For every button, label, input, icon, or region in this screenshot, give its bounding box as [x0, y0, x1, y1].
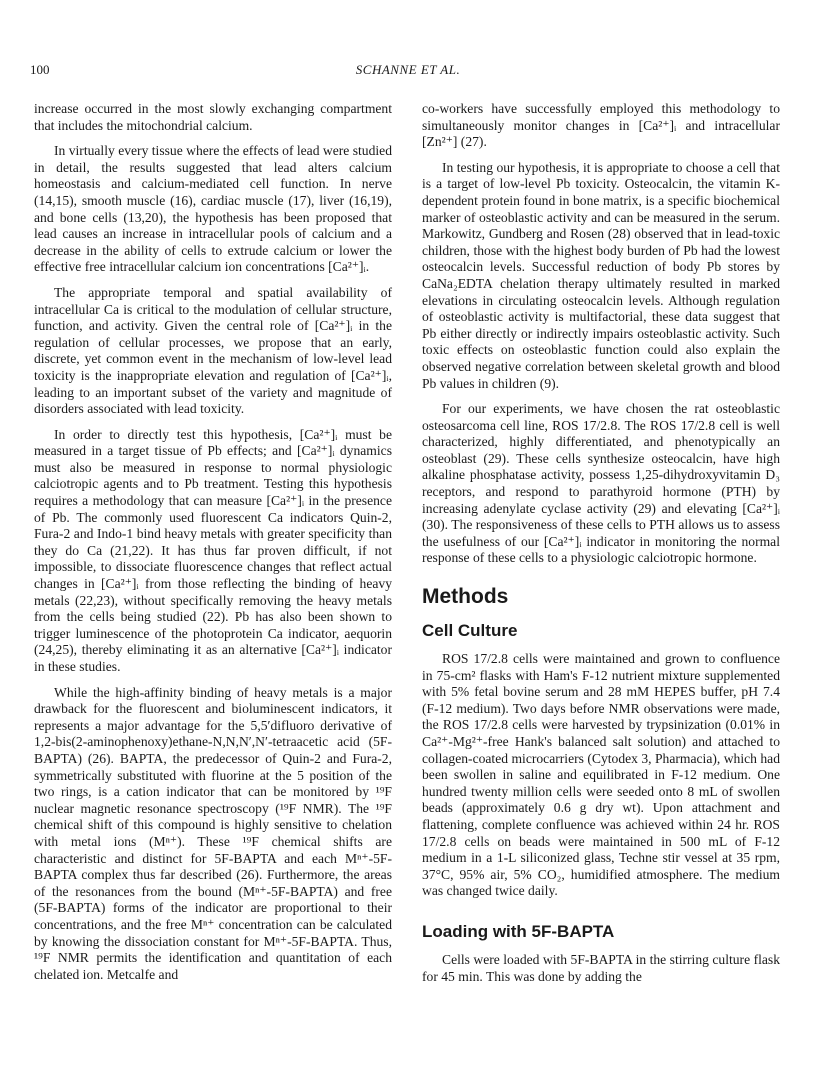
loading-heading: Loading with 5F-BAPTA	[422, 921, 615, 941]
right-column	[422, 101, 780, 985]
paragraph: co-workers have successfully employed this methodology to simultaneously monitor changes in [Ca²⁺]ᵢ and intracellular [Zn²⁺] (27).	[422, 101, 780, 150]
paragraph: increase occurred in the most slowly exchanging compartment that includes the mitochondrial calcium.	[34, 101, 392, 133]
paragraph: The appropriate temporal and spatial availability of intracellular Ca is critical to the modulation of cellular structure, function, and activity. Given the central role of [Ca²⁺]ᵢ in the regulation of cellular processes, we propose that an early, discrete, yet common event in the mechanism of low-level lead toxicity is the inappropriate elevation and regulation of [Ca²⁺]ᵢ, leading to an important subset of the variety and magnitude of disorders associated with lead toxicity.	[34, 284, 392, 417]
paragraph: In virtually every tissue where the effects of lead were studied in detail, the results suggested that lead alters calcium homeostasis and calcium-mediated cell function. In nerve (14,15), smooth muscle (16), cardiac muscle (17), liver (16,19), and bone cells (13,20), the hypothesis has been proposed that lead causes an increase in intracellular pools of calcium and a decrease in the ability of cells to extrude calcium or lower the effective free intracellular calcium ion concentrations [Ca²⁺]ᵢ.	[34, 143, 392, 275]
cell-culture-heading: Cell Culture	[422, 621, 518, 641]
page-number: 100	[30, 62, 50, 77]
paragraph: In order to directly test this hypothesis, [Ca²⁺]ᵢ must be measured in a target tissue of Pb effects; and [Ca²⁺]ᵢ dynamics must also be measured in response to normal physiologic calciotropic agents and to Pb treatment. Testing this hypothesis requires a methodology that can measure [Ca²⁺]ᵢ in the presence of Pb. The commonly used fluorescent Ca indicators Quin-2, Fura-2 and Indo-1 bind heavy metals with greater specificity than they do Ca (21,22). It has thus far proven difficult, if not impossible, to dissociate fluorescence changes that reflect actual changes in [Ca²⁺]ᵢ from those reflecting the binding of heavy metals (22,23), without specifically removing the heavy metals from the cells being studied (22). Pb has also been shown to trigger luminescence of the photoprotein Ca indicator, aequorin (24,25), thereby eliminating it as an alternative [Ca²⁺]ᵢ indicator in these studies.	[34, 426, 392, 674]
methods-heading: Methods	[422, 585, 509, 609]
paragraph: ROS 17/2.8 cells were maintained and grown to confluence in 75-cm² flasks with Ham's F-12 nutrient mixture supplemented with 5% fetal bovine serum and 28 mM HEPES buffer, pH 7.4 (F-12 medium). Two days before NMR observations were made, the ROS 17/2.8 cells were harvested by trypsinization (0.01% in Ca²⁺-Mg²⁺-free Hank's balanced salt solution) and attached to collagen-coated microcarriers (Cytodex 3, Pharmacia), which had been swollen in saline and equilibrated in F-12 medium. One hundred twenty million cells were seeded onto 8 mL of swollen beads (approximately 0.6 g dry wt). Upon attachment and flattening, complete confluence was achieved within 24 hr. ROS 17/2.8 cells on beads were maintained in 500 mL of F-12 medium in a 1-L siliconized glass, Techne stir vessel at 35 rpm, 37°C, 95% air, 5% CO₂, humidified atmosphere. The medium was changed twice daily.	[422, 651, 780, 899]
paragraph: In testing our hypothesis, it is appropriate to choose a cell that is a target of low-level Pb toxicity. Osteocalcin, the vitamin K-dependent protein found in bone matrix, is a specific biochemical marker of osteoblastic activity and can be measured in the serum. Markowitz, Gundberg and Rosen (28) observed that in lead-toxic children, those with the highest body burden of Pb had the lowest osteocalcin levels. Successful reduction of body Pb stores by CaNa₂EDTA chelation therapy ultimately resulted in marked elevations in circulating osteocalcin levels. Although regulation of osteoblastic activity is multifactorial, these data suggest that Pb either directly or indirectly impairs osteoblastic activity. Such toxic effects on osteoblastic function could also explain the observed negative correlation between skeletal growth and blood Pb values in children (9).	[422, 159, 780, 391]
paragraph: While the high-affinity binding of heavy metals is a major drawback for the fluorescent and bioluminescent indicators, it represents a major advantage for the 5,5′difluoro derivative of 1,2-bis(2-aminophenoxy)ethane-N,N,N′,N′-tetraacetic acid (5F-BAPTA) (26). BAPTA, the predecessor of Quin-2 and Fura-2, symmetrically substituted with fluorine at the 5 position of the two rings, is a cation indicator that can be monitored by ¹⁹F nuclear magnetic resonance spectroscopy (¹⁹F NMR). The ¹⁹F chemical shift of this compound is highly sensitive to chelation with metal ions (Mⁿ⁺). These ¹⁹F chemical shifts are characteristic and distinct for 5F-BAPTA and each Mⁿ⁺-5F-BAPTA complex thus far described (26). Furthermore, the areas of the resonances from the bound (Mⁿ⁺-5F-BAPTA) and free (5F-BAPTA) forms of the indicator are proportional to their concentrations, and the free Mⁿ⁺ concentration can be calculated by knowing the dissociation constant for Mⁿ⁺-5F-BAPTA. Thus, ¹⁹F NMR permits the identification and quantitation of each chelated ion. Metcalfe and	[34, 684, 392, 982]
paragraph: Cells were loaded with 5F-BAPTA in the stirring culture flask for 45 min. This was done by adding the	[422, 951, 780, 984]
running-header: SCHANNE ET AL.	[355, 62, 461, 77]
paragraph: For our experiments, we have chosen the rat osteoblastic osteosarcoma cell line, ROS 17/2.8. The ROS 17/2.8 cell is well characterized, highly differentiated, and phenotypically an osteoblast (29). These cells synthesize osteocalcin, have high alkaline phosphatase activity, possess 1,25-dihydroxyvitamin D₃ receptors, and respond to parathyroid hormone (PTH) by increasing adenylate cyclase activity (29) and elevating [Ca²⁺]ᵢ (30). The responsiveness of these cells to PTH allows us to assess the usefulness of our [Ca²⁺]ᵢ indicator in monitoring the normal response of these cells to a physiologic calciotropic hormone.	[422, 401, 780, 566]
left-column	[34, 101, 392, 983]
